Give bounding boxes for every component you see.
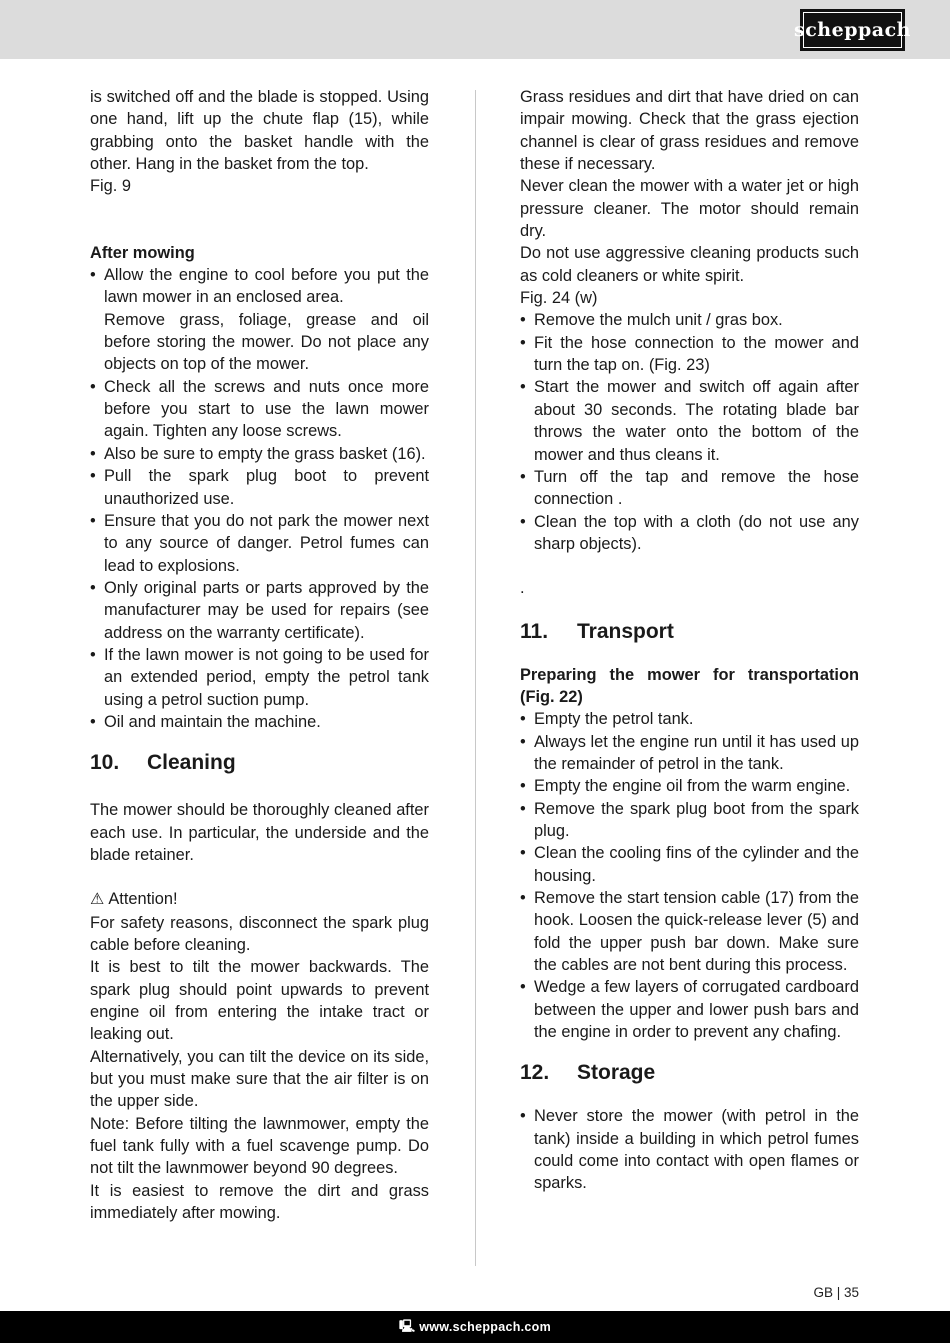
transport-subtitle: Preparing the mower for transportation (Fig. 22) xyxy=(520,665,859,706)
attention-note: ⚠ Attention! xyxy=(90,890,178,909)
list-item: • Clean the top with a cloth (do not use any sharp objects). xyxy=(520,511,859,556)
list-item: • Ensure that you do not park the mower next to any source of danger. Petrol fumes can lead to explosions. xyxy=(90,510,429,577)
list-item: • Empty the engine oil from the warm engine. xyxy=(520,775,859,797)
storage-list xyxy=(520,1105,859,1194)
list-item: • Remove the spark plug boot from the spark plug. xyxy=(520,798,859,843)
section-heading-cleaning: 10. Cleaning xyxy=(90,751,236,775)
left-column xyxy=(90,86,429,1224)
cleaning-paragraph: Grass residues and dirt that have dried on can impair mowing. Check that the grass ejection channel is clear of grass residues and remove these if necessary. xyxy=(520,88,859,174)
list-item: • Pull the spark plug boot to prevent unauthorized use. xyxy=(90,465,429,510)
list-item: • Check all the screws and nuts once more before you start to use the lawn mower again. Tighten any loose screws. xyxy=(90,376,429,443)
cleaning-paragraph: It is easiest to remove the dirt and grass immediately after mowing. xyxy=(90,1181,429,1223)
list-item: • Empty the petrol tank. xyxy=(520,708,859,730)
list-item: • If the lawn mower is not going to be used for an extended period, empty the petrol tank using a petrol suction pump. xyxy=(90,644,429,711)
computer-icon: 🖳 xyxy=(398,1318,416,1333)
stray-dot: . xyxy=(520,579,525,598)
cleaning-paragraph: Note: Before tilting the lawnmower, empty the fuel tank fully with a fuel scavenge pump. Do not tilt the lawnmower beyond 90 degrees. xyxy=(90,1114,429,1178)
figure-ref: Fig. 24 (w) xyxy=(520,289,598,308)
list-item: • Clean the cooling fins of the cylinder and the housing. xyxy=(520,842,859,887)
cleaning-paragraph: Do not use aggressive cleaning products such as cold cleaners or white spirit. xyxy=(520,244,859,285)
list-item: • Wedge a few layers of corrugated cardboard between the upper and lower push bars and the engine in order to prevent any chafing. xyxy=(520,976,859,1043)
page-number: GB | 35 xyxy=(813,1285,859,1300)
cleaning-paragraph: For safety reasons, disconnect the spark plug cable before cleaning. xyxy=(90,913,429,954)
cleaning-paragraph: Never clean the mower with a water jet or high pressure cleaner. The motor should remain dry. xyxy=(520,177,859,241)
list-item: • Only original parts or parts approved by the manufacturer may be used for repairs (see address on the warranty certificate). xyxy=(90,577,429,644)
cleaning-paragraph: The mower should be thoroughly cleaned after each use. In particular, the underside and the blade retainer. xyxy=(90,801,429,864)
list-item: • Never store the mower (with petrol in the tank) inside a building in which petrol fumes could come into contact with open flames or sparks. xyxy=(520,1105,859,1194)
scheppach-logo: scheppach xyxy=(800,9,905,51)
transport-list xyxy=(520,708,859,1043)
list-item: • Remove the start tension cable (17) from the hook. Loosen the quick-release lever (5) and fold the upper push bar down. Make sure the cables are not bent during this process. xyxy=(520,887,859,976)
intro-paragraph: is switched off and the blade is stopped. Using one hand, lift up the chute flap (15), while grabbing onto the basket handle with the other. Hang in the basket from the top. xyxy=(90,88,429,174)
right-column xyxy=(520,86,859,1195)
column-divider xyxy=(475,90,476,1266)
cleaning-steps-list xyxy=(520,309,859,555)
list-item: • Allow the engine to cool before you put the lawn mower in an enclosed area. Remove grass, foliage, grease and oil before storing the mower. Do not place any objects on top of the mower. xyxy=(90,264,429,376)
cleaning-paragraph: Alternatively, you can tilt the device on its side, but you must make sure that the air filter is on the upper side. xyxy=(90,1047,429,1111)
list-item: • Fit the hose connection to the mower and turn the tap on. (Fig. 23) xyxy=(520,332,859,377)
list-item: • Start the mower and switch off again after about 30 seconds. The rotating blade bar throws the water onto the bottom of the mower and thus cleans it. xyxy=(520,376,859,465)
list-item: • Also be sure to empty the grass basket (16). xyxy=(90,443,429,465)
list-item: • Always let the engine run until it has used up the remainder of petrol in the tank. xyxy=(520,731,859,776)
warning-icon: ⚠ xyxy=(90,891,105,909)
list-item: • Remove the mulch unit / gras box. xyxy=(520,309,859,331)
intro-figure-ref: Fig. 9 xyxy=(90,177,131,196)
section-heading-transport: 11. Transport xyxy=(520,619,674,643)
after-mowing-list xyxy=(90,264,429,733)
after-mowing-title: After mowing xyxy=(90,243,195,262)
section-heading-storage: 12. Storage xyxy=(520,1061,656,1085)
list-item: • Turn off the tap and remove the hose connection . xyxy=(520,466,859,511)
footer-bar xyxy=(0,1311,950,1343)
cleaning-paragraph: It is best to tilt the mower backwards. The spark plug should point upwards to prevent engine oil from entering the intake tract or leaking out. xyxy=(90,958,429,1044)
website-link[interactable]: www.scheppach.com xyxy=(419,1320,552,1334)
list-item: • Oil and maintain the machine. xyxy=(90,711,429,733)
